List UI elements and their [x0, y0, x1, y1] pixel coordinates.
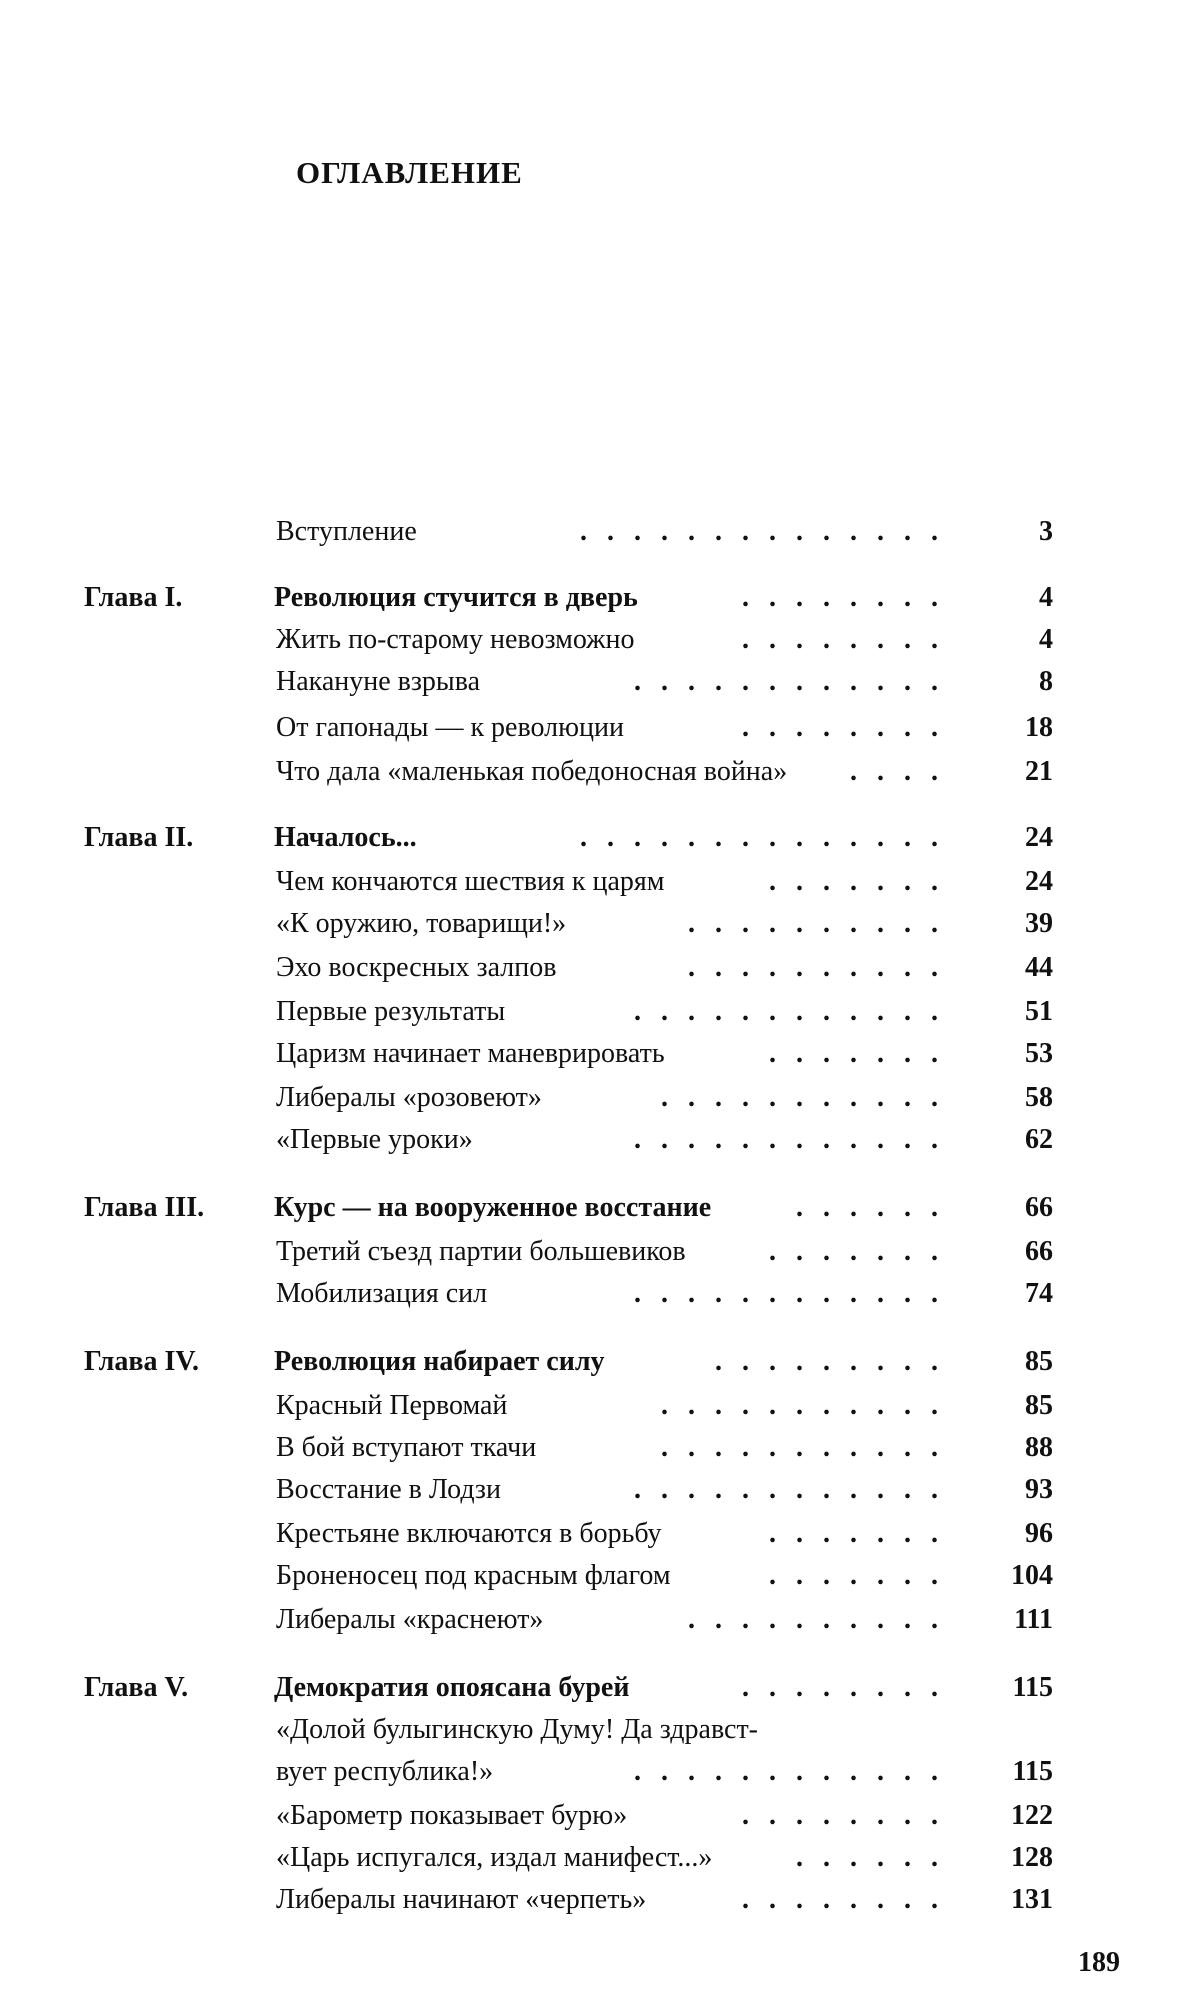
entry-title: Чем кончаются шествия к царям	[276, 866, 665, 897]
chapter-label: Глава I.	[84, 582, 183, 613]
entry-title: Накануне взрыва	[276, 666, 481, 697]
leader-dots: ........	[742, 624, 958, 655]
toc-section-entry	[276, 1880, 1053, 1920]
toc-section-entry	[276, 1556, 1053, 1596]
entry-page: 18	[1025, 712, 1053, 743]
leader-dots: ............	[634, 1278, 958, 1309]
entry-title: «Долой булыгинскую Думу! Да здравст-	[276, 1714, 759, 1745]
entry-page: 58	[1025, 1082, 1053, 1113]
entry-title: Первые результаты	[276, 996, 506, 1027]
entry-page: 111	[1014, 1604, 1053, 1635]
entry-title: Революция набирает силу	[274, 1346, 605, 1377]
entry-page: 74	[1025, 1278, 1053, 1309]
leader-dots: ........	[742, 1884, 958, 1915]
toc-section-entry	[276, 948, 1053, 988]
leader-dots: ...........	[661, 1390, 958, 1421]
entry-title: От гапонады — к революции	[276, 712, 624, 743]
leader-dots: ..............	[580, 822, 958, 853]
entry-title: Мобилизация сил	[276, 1278, 488, 1309]
entry-title: Царизм начинает маневрировать	[276, 1038, 665, 1069]
page-number: 189	[1078, 1947, 1120, 1978]
entry-page: 24	[1025, 866, 1053, 897]
leader-dots: .......	[769, 1518, 958, 1549]
leader-dots: ....	[850, 756, 958, 787]
entry-title: В бой вступают ткачи	[276, 1432, 537, 1463]
entry-page: 122	[1011, 1800, 1053, 1831]
toc-section-entry	[276, 1796, 1053, 1836]
entry-title: «К оружию, товарищи!»	[276, 908, 567, 939]
toc-section-entry	[276, 1274, 1053, 1314]
entry-title: Красный Первомай	[276, 1390, 508, 1421]
leader-dots: ..........	[688, 952, 958, 983]
leader-dots: ........	[742, 1672, 958, 1703]
leader-dots: ..........	[688, 908, 958, 939]
leader-dots: .......	[769, 1560, 958, 1591]
toc-section-entry	[276, 862, 1053, 902]
entry-page: 128	[1011, 1842, 1053, 1873]
leader-dots: .......	[769, 1236, 958, 1267]
leader-dots: ............	[634, 666, 958, 697]
entry-title: Что дала «маленькая победоносная война»	[276, 756, 788, 787]
leader-dots: ........	[742, 1800, 958, 1831]
entry-title: «Первые уроки»	[276, 1124, 473, 1155]
entry-title: Эхо воскресных залпов	[276, 952, 557, 983]
entry-page: 24	[1025, 822, 1053, 853]
leader-dots: ......	[796, 1192, 958, 1223]
entry-page: 93	[1025, 1474, 1053, 1505]
leader-dots: ............	[634, 1756, 958, 1787]
entry-page: 96	[1025, 1518, 1053, 1549]
toc-section-entry	[276, 1078, 1053, 1118]
entry-title: Демократия опоясана бурей	[274, 1672, 630, 1703]
leader-dots: .......	[769, 866, 958, 897]
entry-page: 3	[1039, 516, 1053, 547]
entry-page: 88	[1025, 1432, 1053, 1463]
toc-section-entry	[276, 752, 1053, 792]
entry-page: 51	[1025, 996, 1053, 1027]
entry-title: Революция стучится в дверь	[274, 582, 638, 613]
leader-dots: ........	[742, 582, 958, 613]
entry-page: 44	[1025, 952, 1053, 983]
toc-chapter-entry	[84, 1668, 1053, 1708]
chapter-label: Глава II.	[84, 822, 194, 853]
toc-section-entry	[276, 1034, 1053, 1074]
entry-title: Крестьяне включаются в борьбу	[276, 1518, 662, 1549]
toc-section-entry	[276, 1710, 1053, 1750]
entry-page: 62	[1025, 1124, 1053, 1155]
entry-page: 85	[1025, 1390, 1053, 1421]
entry-title: Третий съезд партии большевиков	[276, 1236, 686, 1267]
entry-title: вует республика!»	[276, 1756, 494, 1787]
entry-title: Началось...	[274, 822, 417, 853]
toc-section-entry	[276, 620, 1053, 660]
leader-dots: ........	[742, 712, 958, 743]
entry-page: 53	[1025, 1038, 1053, 1069]
toc-section-entry	[276, 708, 1053, 748]
entry-title: «Царь испугался, издал манифест...»	[276, 1842, 713, 1873]
entry-title: Жить по-старому невозможно	[276, 624, 635, 655]
leader-dots: ......	[796, 1842, 958, 1873]
entry-page: 85	[1025, 1346, 1053, 1377]
entry-title: Либералы «краснеют»	[276, 1604, 544, 1635]
entry-page: 131	[1011, 1884, 1053, 1915]
toc-section-entry	[276, 1514, 1053, 1554]
leader-dots: ............	[634, 1474, 958, 1505]
entry-page: 66	[1025, 1236, 1053, 1267]
toc-chapter-entry	[84, 578, 1053, 618]
chapter-label: Глава IV.	[84, 1346, 199, 1377]
toc-section-entry	[276, 1600, 1053, 1640]
toc-section-entry	[276, 1752, 1053, 1792]
leader-dots: ...........	[661, 1082, 958, 1113]
leader-dots: ............	[634, 996, 958, 1027]
toc-chapter-entry	[84, 1188, 1053, 1228]
chapter-label: Глава III.	[84, 1192, 205, 1223]
entry-page: 39	[1025, 908, 1053, 939]
toc-chapter-entry	[84, 818, 1053, 858]
entry-page: 66	[1025, 1192, 1053, 1223]
toc-section-entry	[276, 512, 1053, 552]
entry-page: 115	[1012, 1672, 1053, 1703]
entry-page: 4	[1039, 624, 1053, 655]
entry-title: Курс — на вооруженное восстание	[274, 1192, 712, 1223]
leader-dots: .......	[769, 1038, 958, 1069]
toc-chapter-entry	[84, 1342, 1053, 1382]
leader-dots: ..........	[688, 1604, 958, 1635]
entry-page: 8	[1039, 666, 1053, 697]
entry-page: 104	[1011, 1560, 1053, 1591]
entry-title: Вступление	[276, 516, 417, 547]
leader-dots: ............	[634, 1124, 958, 1155]
toc-title: ОГЛАВЛЕНИЕ	[296, 155, 523, 190]
toc-section-entry	[276, 662, 1053, 702]
entry-title: «Барометр показывает бурю»	[276, 1800, 628, 1831]
toc-section-entry	[276, 904, 1053, 944]
entry-page: 115	[1012, 1756, 1053, 1787]
toc-section-entry	[276, 1120, 1053, 1160]
leader-dots: ..............	[580, 516, 958, 547]
entry-page: 21	[1025, 756, 1053, 787]
leader-dots: .........	[715, 1346, 958, 1377]
toc-section-entry	[276, 1232, 1053, 1272]
entry-page: 4	[1039, 582, 1053, 613]
toc-section-entry	[276, 1386, 1053, 1426]
entry-title: Броненосец под красным флагом	[276, 1560, 671, 1591]
toc-section-entry	[276, 992, 1053, 1032]
toc-section-entry	[276, 1838, 1053, 1878]
entry-title: Либералы «розовеют»	[276, 1082, 542, 1113]
chapter-label: Глава V.	[84, 1672, 189, 1703]
toc-section-entry	[276, 1428, 1053, 1468]
leader-dots: ...........	[661, 1432, 958, 1463]
toc-section-entry	[276, 1470, 1053, 1510]
entry-title: Восстание в Лодзи	[276, 1474, 501, 1505]
entry-title: Либералы начинают «черпеть»	[276, 1884, 647, 1915]
